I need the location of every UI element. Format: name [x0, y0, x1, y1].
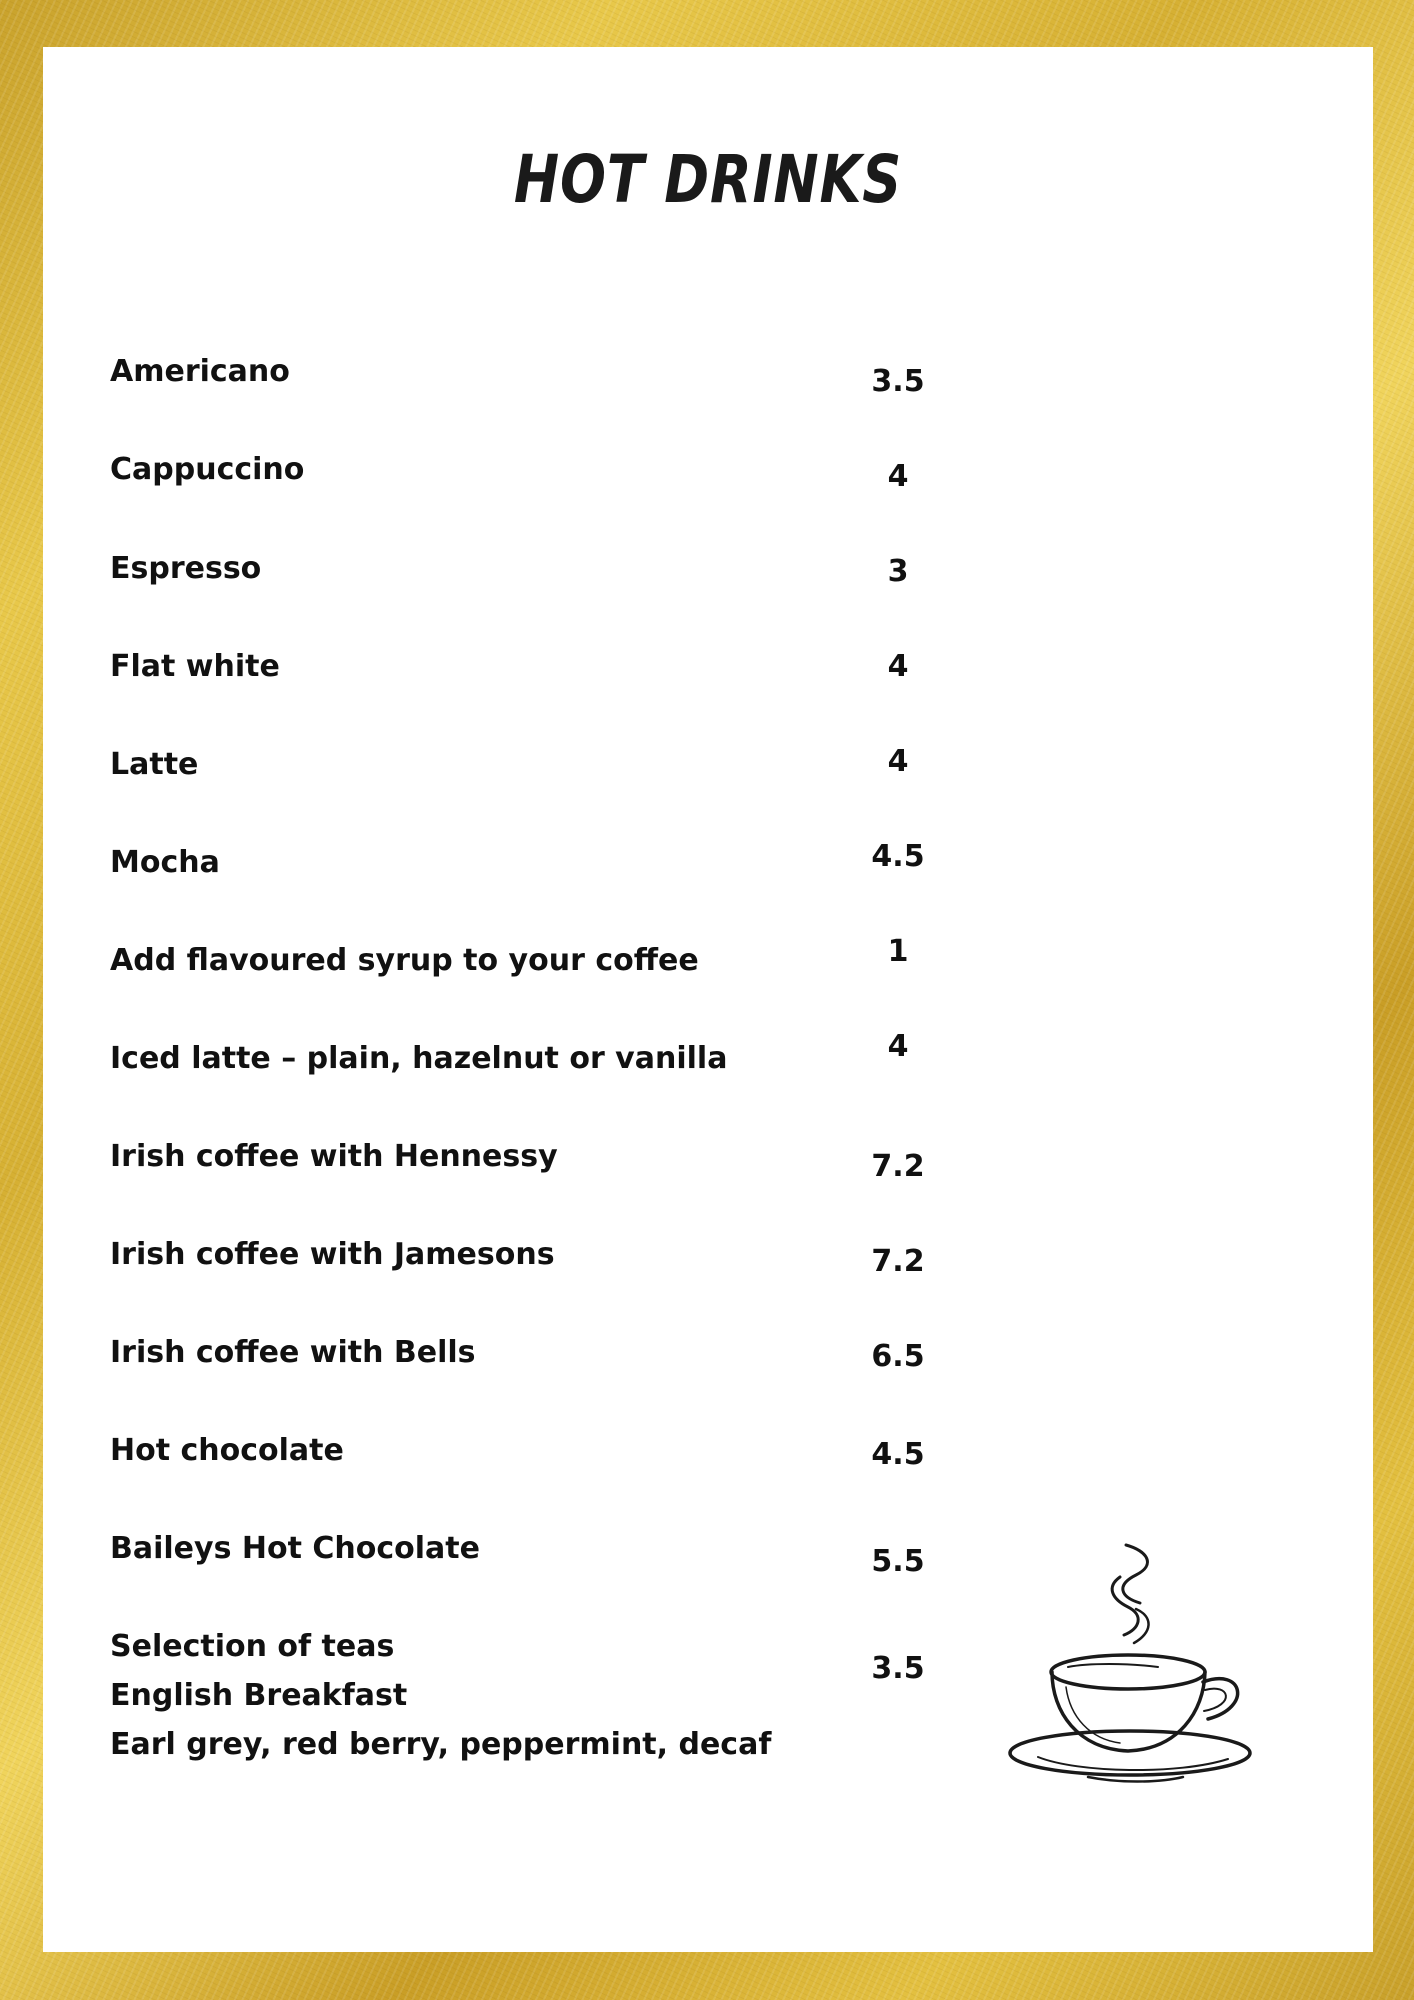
menu-item-cappuccino: Cappuccino	[110, 452, 305, 487]
price-flat-white: 4	[887, 649, 909, 684]
price-espresso: 3	[887, 554, 909, 589]
menu-item-irish-coffee-hennessy: Irish coffee with Hennessy	[110, 1139, 558, 1174]
price-hot-chocolate: 4.5	[871, 1437, 925, 1472]
menu-item-mocha: Mocha	[110, 845, 220, 880]
coffee-cup-icon	[1008, 1537, 1268, 1787]
price-irish-coffee-hennessy: 7.2	[871, 1149, 925, 1184]
price-irish-coffee-bells: 6.5	[871, 1339, 925, 1374]
price-iced-latte: 4	[887, 1029, 909, 1064]
menu-item-americano: Americano	[110, 354, 290, 389]
menu-title: HOT DRINKS	[513, 141, 903, 218]
menu-item-flavoured-syrup: Add flavoured syrup to your coffee	[110, 943, 699, 978]
price-selection-of-teas: 3.5	[871, 1651, 925, 1686]
menu-item-irish-coffee-jamesons: Irish coffee with Jamesons	[110, 1237, 555, 1272]
menu-item-baileys-hot-chocolate: Baileys Hot Chocolate	[110, 1531, 480, 1566]
menu-item-latte: Latte	[110, 747, 199, 782]
price-flavoured-syrup: 1	[887, 934, 909, 969]
menu-item-irish-coffee-bells: Irish coffee with Bells	[110, 1335, 476, 1370]
price-cappuccino: 4	[887, 459, 909, 494]
menu-item-selection-of-teas	[110, 1622, 771, 1769]
menu-page	[43, 47, 1373, 1952]
price-americano: 3.5	[871, 364, 925, 399]
menu-item-espresso: Espresso	[110, 551, 262, 586]
price-baileys-hot-chocolate: 5.5	[871, 1544, 925, 1579]
menu-item-iced-latte: Iced latte – plain, hazelnut or vanilla	[110, 1041, 728, 1076]
price-irish-coffee-jamesons: 7.2	[871, 1244, 925, 1279]
menu-item-flat-white: Flat white	[110, 649, 280, 684]
tea-heading: Selection of teas	[110, 1629, 395, 1664]
tea-varieties: Earl grey, red berry, peppermint, decaf	[110, 1727, 772, 1762]
tea-english-breakfast: English Breakfast	[110, 1678, 408, 1713]
price-latte: 4	[887, 744, 909, 779]
menu-item-hot-chocolate: Hot chocolate	[110, 1433, 344, 1468]
price-mocha: 4.5	[871, 839, 925, 874]
